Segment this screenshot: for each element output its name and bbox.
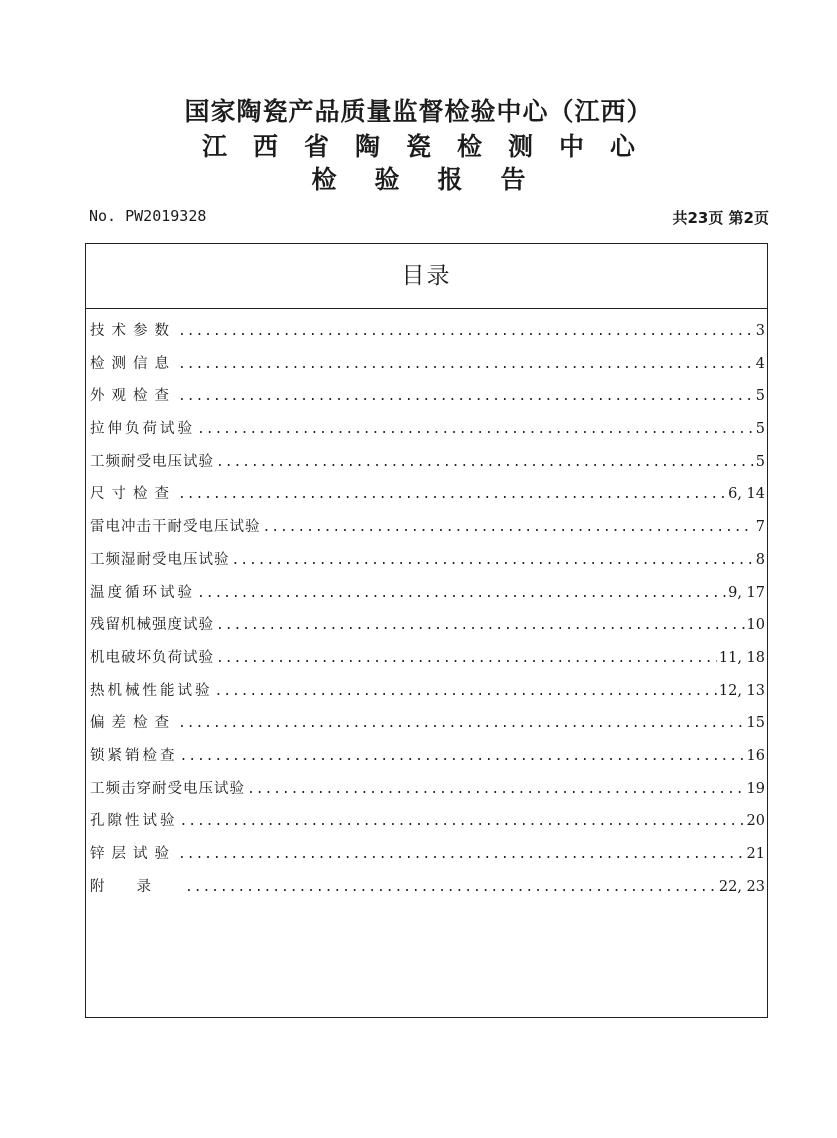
toc-entry-label: 工频湿耐受电压试验 [90,551,230,568]
toc-dot-leader [232,553,754,568]
toc-dot-leader [178,324,754,339]
toc-list [86,319,767,907]
toc-entry-label: 机电破坏负荷试验 [90,649,214,666]
toc-entry [86,319,767,352]
toc-entry-page: 15 [746,715,765,732]
toc-title: 目录 [86,244,767,309]
toc-entry-page: 8 [755,551,765,568]
page-indicator: 共23页 第2页 [672,209,769,227]
toc-entry [86,679,767,712]
toc-entry-page: 21 [746,846,765,862]
toc-entry-page: 9, 17 [728,584,765,601]
toc-entry-page: 5 [755,421,765,438]
toc-dot-leader [178,487,726,502]
toc-dot-leader [178,716,745,731]
toc-entry-page: 12, 13 [718,682,765,699]
toc-dot-leader [216,455,754,470]
toc-entry [86,809,767,842]
toc-entry [86,352,767,385]
toc-entry-label: 热机械性能试验 [90,682,213,699]
toc-entry [86,875,767,908]
toc-dot-leader [216,651,717,666]
toc-entry-label: 温度循环试验 [90,584,195,601]
center-name-title: 国家陶瓷产品质量监督检验中心（江西） [184,97,653,126]
toc-entry-page: 20 [746,813,765,830]
table-of-contents [85,243,768,1018]
report-type-title: 检验报告 [311,165,564,194]
toc-entry [86,548,767,581]
toc-entry-page: 7 [755,519,765,536]
toc-entry-label: 工频耐受电压试验 [90,453,214,470]
toc-dot-leader [178,357,754,372]
toc-entry-page: 3 [755,323,765,339]
toc-entry [86,646,767,679]
toc-entry [86,613,767,646]
toc-entry [86,744,767,777]
toc-entry-label: 孔隙性试验 [90,813,178,830]
toc-entry-page: 5 [755,453,765,470]
toc-entry-page: 5 [755,388,765,405]
toc-entry [86,482,767,515]
toc-entry-label: 雷电冲击干耐受电压试验 [90,519,261,536]
toc-entry [86,777,767,810]
toc-entry-label: 残留机械强度试验 [90,617,214,634]
toc-entry-label: 拉伸负荷试验 [90,421,195,438]
toc-entry-page: 10 [746,617,765,634]
toc-entry [86,417,767,450]
toc-entry-label: 锁紧销检查 [90,747,178,764]
toc-entry-page: 16 [746,747,765,764]
toc-entry [86,581,767,614]
toc-entry [86,384,767,417]
toc-entry-page: 4 [755,355,765,372]
toc-entry-page: 11, 18 [718,649,765,666]
report-number: No. PW2019328 [89,207,207,225]
toc-dot-leader [197,422,754,437]
toc-entry [86,450,767,483]
toc-entry-page: 22, 23 [718,878,765,895]
toc-entry-page: 6, 14 [728,486,765,503]
toc-entry-label: 锌层试验 [90,846,176,862]
toc-dot-leader [180,749,745,764]
toc-entry [86,711,767,744]
toc-dot-leader [185,880,717,895]
toc-entry-label: 技术参数 [90,323,176,339]
toc-dot-leader [216,618,745,633]
toc-entry-page: 19 [746,780,765,797]
toc-entry-label: 外观检查 [90,388,176,405]
toc-entry-label: 检测信息 [90,355,176,372]
toc-dot-leader [180,814,745,829]
toc-entry-label: 尺寸检查 [90,486,176,503]
toc-entry-label: 工频击穿耐受电压试验 [90,780,245,797]
toc-dot-leader [247,782,745,797]
toc-dot-leader [178,847,745,862]
toc-dot-leader [178,389,754,404]
toc-dot-leader [215,684,717,699]
toc-dot-leader [197,586,726,601]
toc-entry-label: 附录 [90,878,183,895]
toc-dot-leader [263,520,754,535]
toc-entry [86,515,767,548]
toc-entry [86,842,767,875]
testing-center-title: 江西省陶瓷检测中心 [201,132,661,161]
toc-entry-label: 偏差检查 [90,715,176,732]
